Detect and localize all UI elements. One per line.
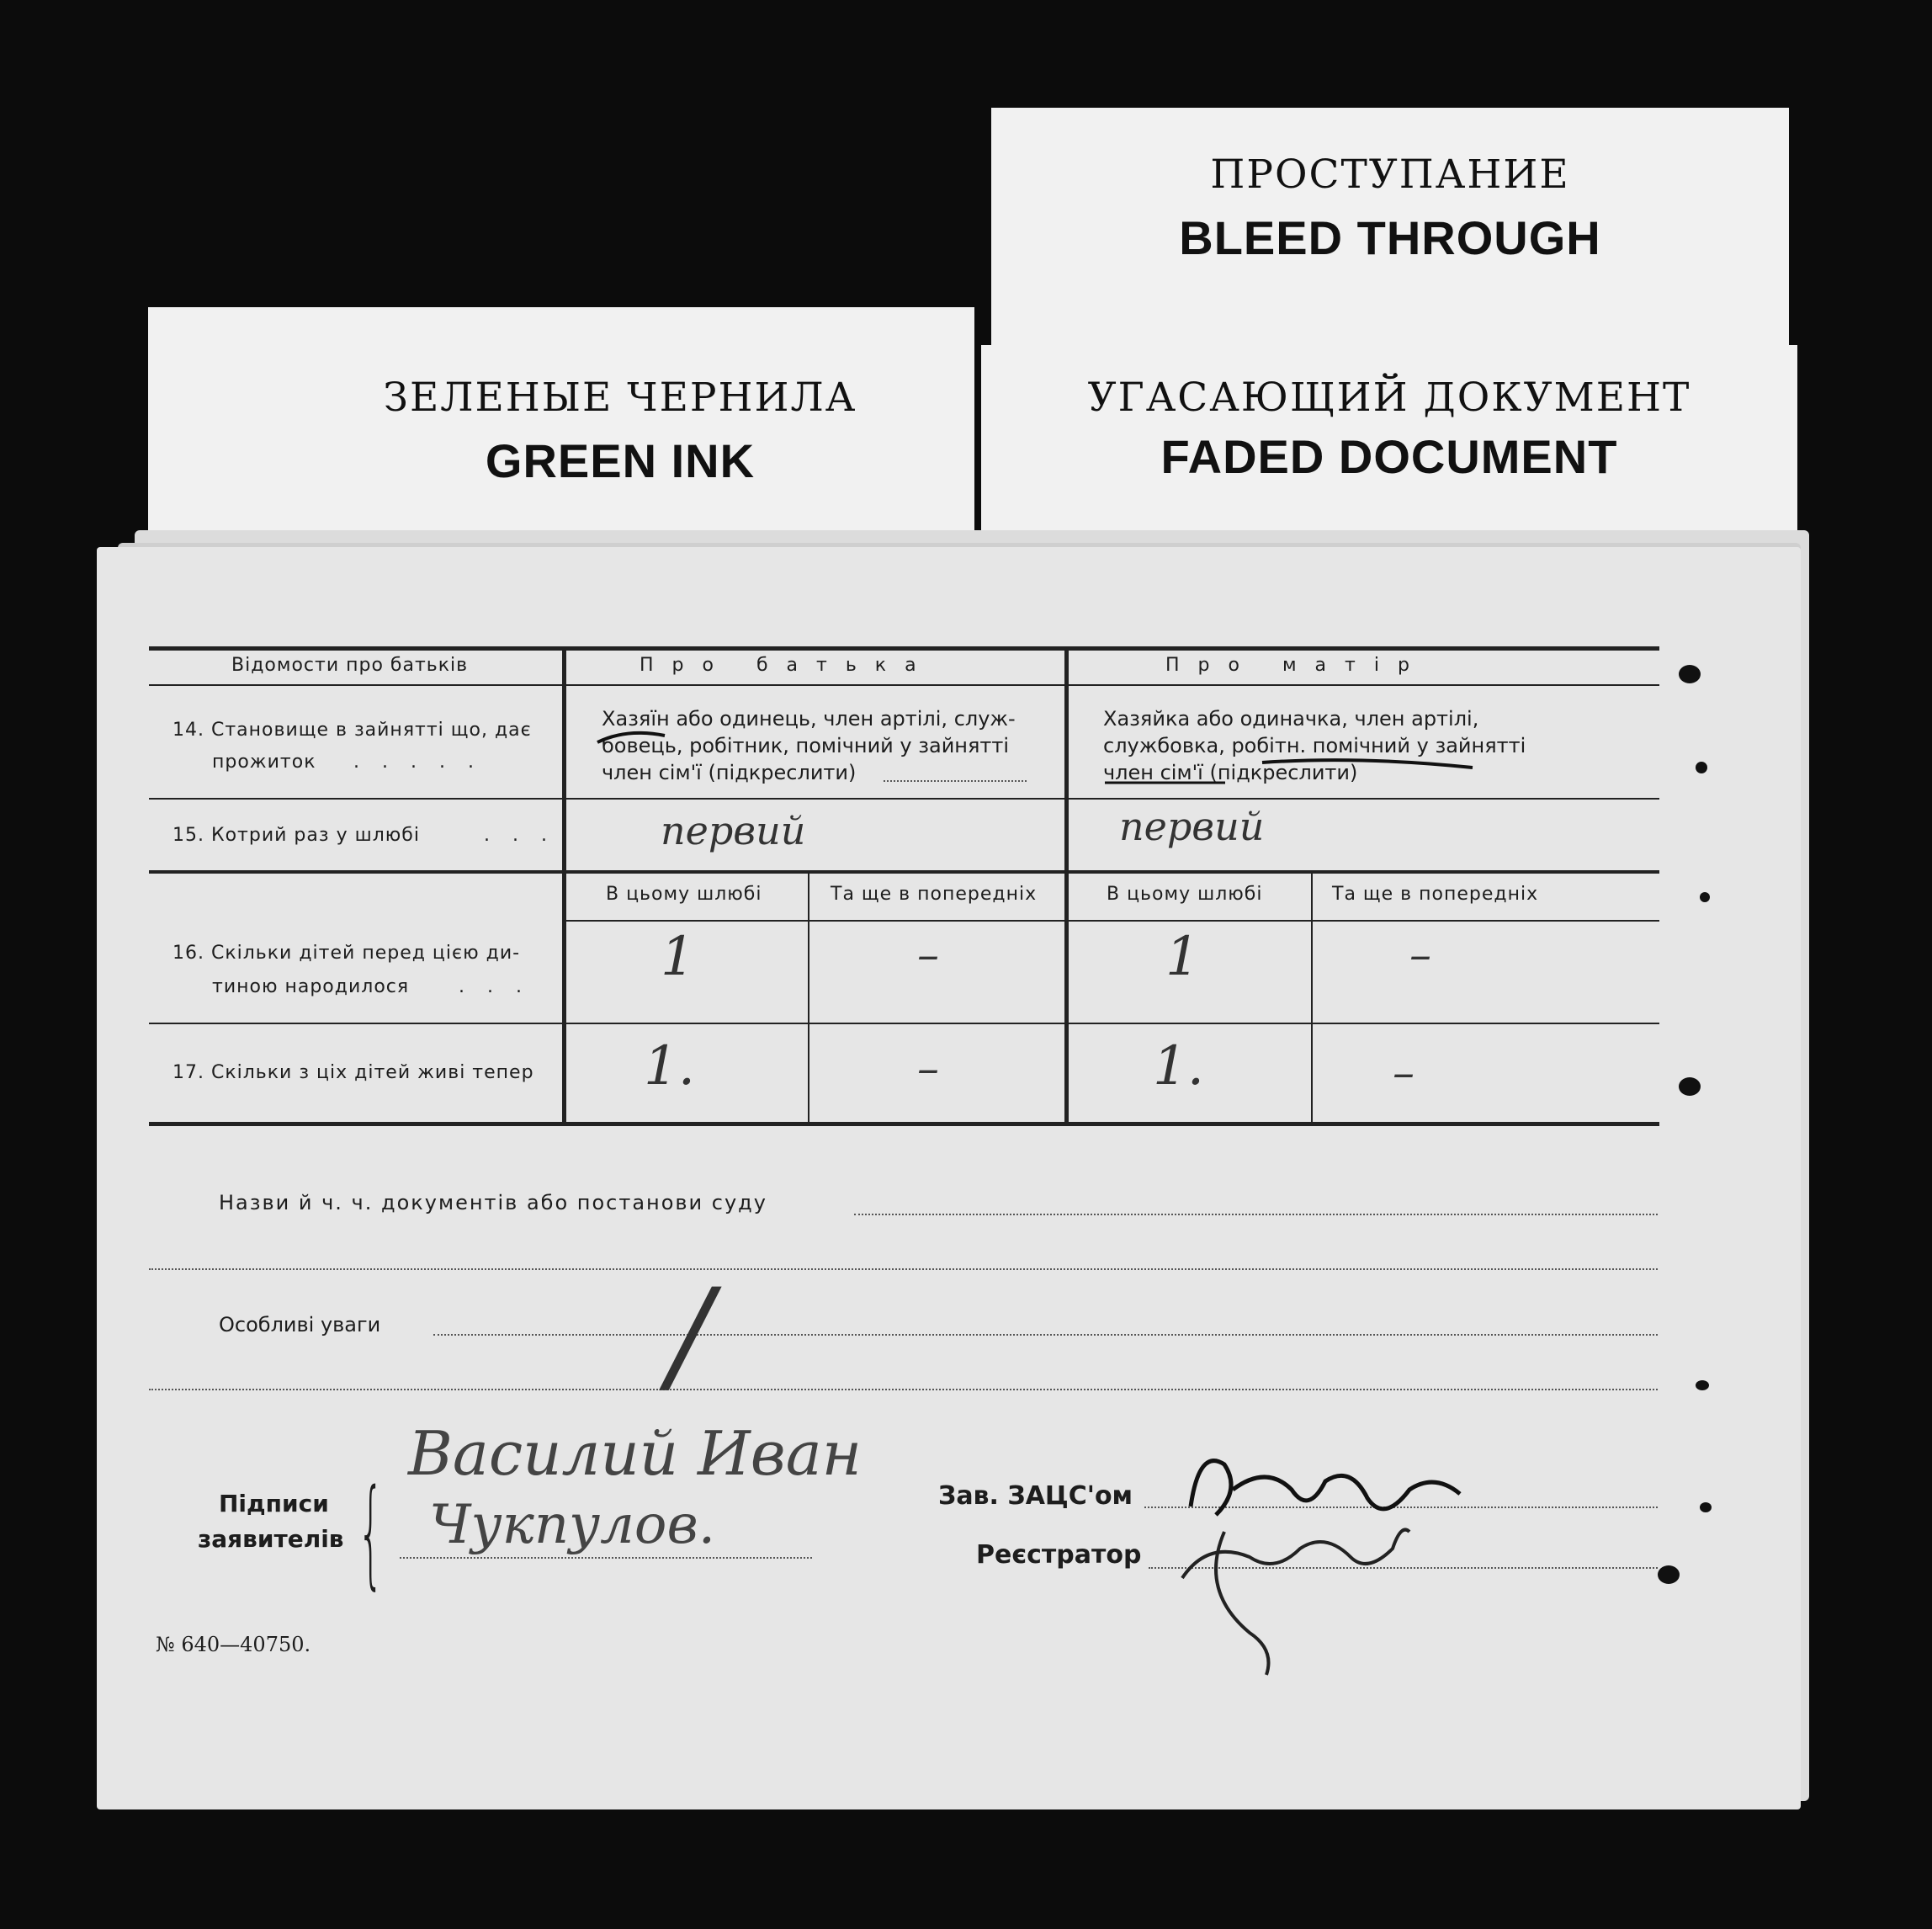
row14-mother-line2: службовка, робітн. помічний у зайнятті [1103,734,1526,757]
subheader-mother-current: В цьому шлюбі [1107,884,1263,905]
subheader-mother-prev: Та ще в попередніх [1332,884,1539,905]
father-underline-mark [593,724,669,749]
green-ink-ru: ЗЕЛЕНЫЕ ЧЕРНИЛА [383,375,857,421]
punch-hole [1696,1380,1709,1390]
documents-line-2 [149,1268,1658,1270]
row17-father-prev: – [917,1044,939,1094]
applicant-line [400,1557,812,1559]
signatures-brace: { [358,1464,385,1602]
punch-hole [1700,892,1710,902]
header-rule [149,684,1659,686]
subheader-rule [564,920,1659,922]
row15-label: 15. Котрий раз у шлюбі [172,825,420,846]
col-divider-1 [562,651,566,1124]
remarks-line-1 [433,1334,1658,1336]
row14-father-line3: член сім'ї (підкреслити) [602,761,857,784]
applicant-signature-line2: Чукпулов. [429,1494,716,1556]
col-divider-father [808,874,809,1124]
remarks-label: Особливі уваги [219,1313,381,1336]
row17-mother-prev: – [1393,1048,1414,1098]
table-top-rule [149,646,1659,651]
signatures-label-2: заявителів [198,1525,344,1553]
bleed-through-ru: ПРОСТУПАНИЕ [1210,151,1570,198]
subheader-father-current: В цьому шлюбі [606,884,762,905]
mother-underline-mark [1258,754,1477,779]
signatures-label: Підписи [219,1490,329,1517]
row14-label: 14. Становище в зайнятті що, дає [172,720,532,741]
header-mother: Про матір [1165,655,1428,676]
row14-mother-line1: Хазяйка або одиначка, член артілі, [1103,707,1479,731]
row14-label-2: прожиток [212,752,316,773]
row14-rule [149,798,1659,800]
row16-father-prev: – [917,930,939,980]
bleed-through-en: BLEED THROUGH [1179,211,1601,264]
row14-father-fill [884,780,1027,782]
remarks-line-2 [149,1389,1658,1390]
row14-mother-line3: член сім'ї (підкреслити) [1103,761,1358,784]
green-ink-tag [148,307,974,539]
punch-hole [1700,1502,1712,1512]
row17-mother-current: 1. [1153,1035,1205,1097]
row16-label-2: тиною народилося [212,976,410,997]
row16-dots: . . . [459,976,530,997]
applicant-signature-line1: Василий Иван [408,1418,862,1489]
row17-label: 17. Скільки з ціх дітей живі тепер [172,1062,534,1083]
row16-label: 16. Скільки дітей перед цією ди- [172,943,521,964]
bleed-through-tag [991,108,1789,348]
documents-line-1 [854,1214,1658,1215]
green-ink-en: GREEN INK [485,434,756,487]
punch-hole [1679,665,1701,683]
punch-hole [1658,1565,1680,1584]
remarks-value: / [669,1262,712,1409]
row14-dots: . . . . . [353,752,482,773]
table-bottom-rule [149,1122,1659,1126]
faded-document-tag [981,345,1797,540]
faded-document-ru: УГАСАЮЩИЙ ДОКУМЕНТ [1087,375,1691,421]
mother-underline-mark-2 [1103,774,1229,791]
subheader-father-prev: Та ще в попередніх [831,884,1038,905]
header-father: Про батька [640,655,935,676]
row16-rule [149,1023,1659,1024]
registry-form-card [97,547,1801,1809]
col-divider-2 [1064,651,1069,1124]
row16-mother-current: 1 [1165,926,1200,988]
row14-father-line1: Хазяїн або одинець, член артілі, служ- [602,707,1016,731]
row15-father-value: первий [661,808,806,853]
punch-hole [1696,762,1707,773]
row15-dots: . . . [484,825,555,846]
documents-label: Назви й ч. ч. документів або постанови суду [219,1191,767,1214]
registrar-label: Реєстратор [976,1540,1142,1570]
row15-mother-value: первий [1119,804,1265,849]
head-label: Зав. ЗАЦС'ом [938,1481,1133,1511]
col-divider-mother [1311,874,1313,1124]
faded-document-en: FADED DOCUMENT [1160,430,1618,483]
row16-father-current: 1 [661,926,695,988]
form-number: № 640—40750. [156,1633,311,1656]
header-parents-info: Відомости про батьків [231,655,469,676]
row16-mother-prev: – [1409,930,1431,980]
row17-father-current: 1. [644,1035,696,1097]
row14-father-line2: бовець, робітник, помічний у зайнятті [602,734,1010,757]
head-signature-scribble [1149,1431,1468,1683]
row15-rule [149,870,1659,874]
punch-hole [1679,1077,1701,1096]
